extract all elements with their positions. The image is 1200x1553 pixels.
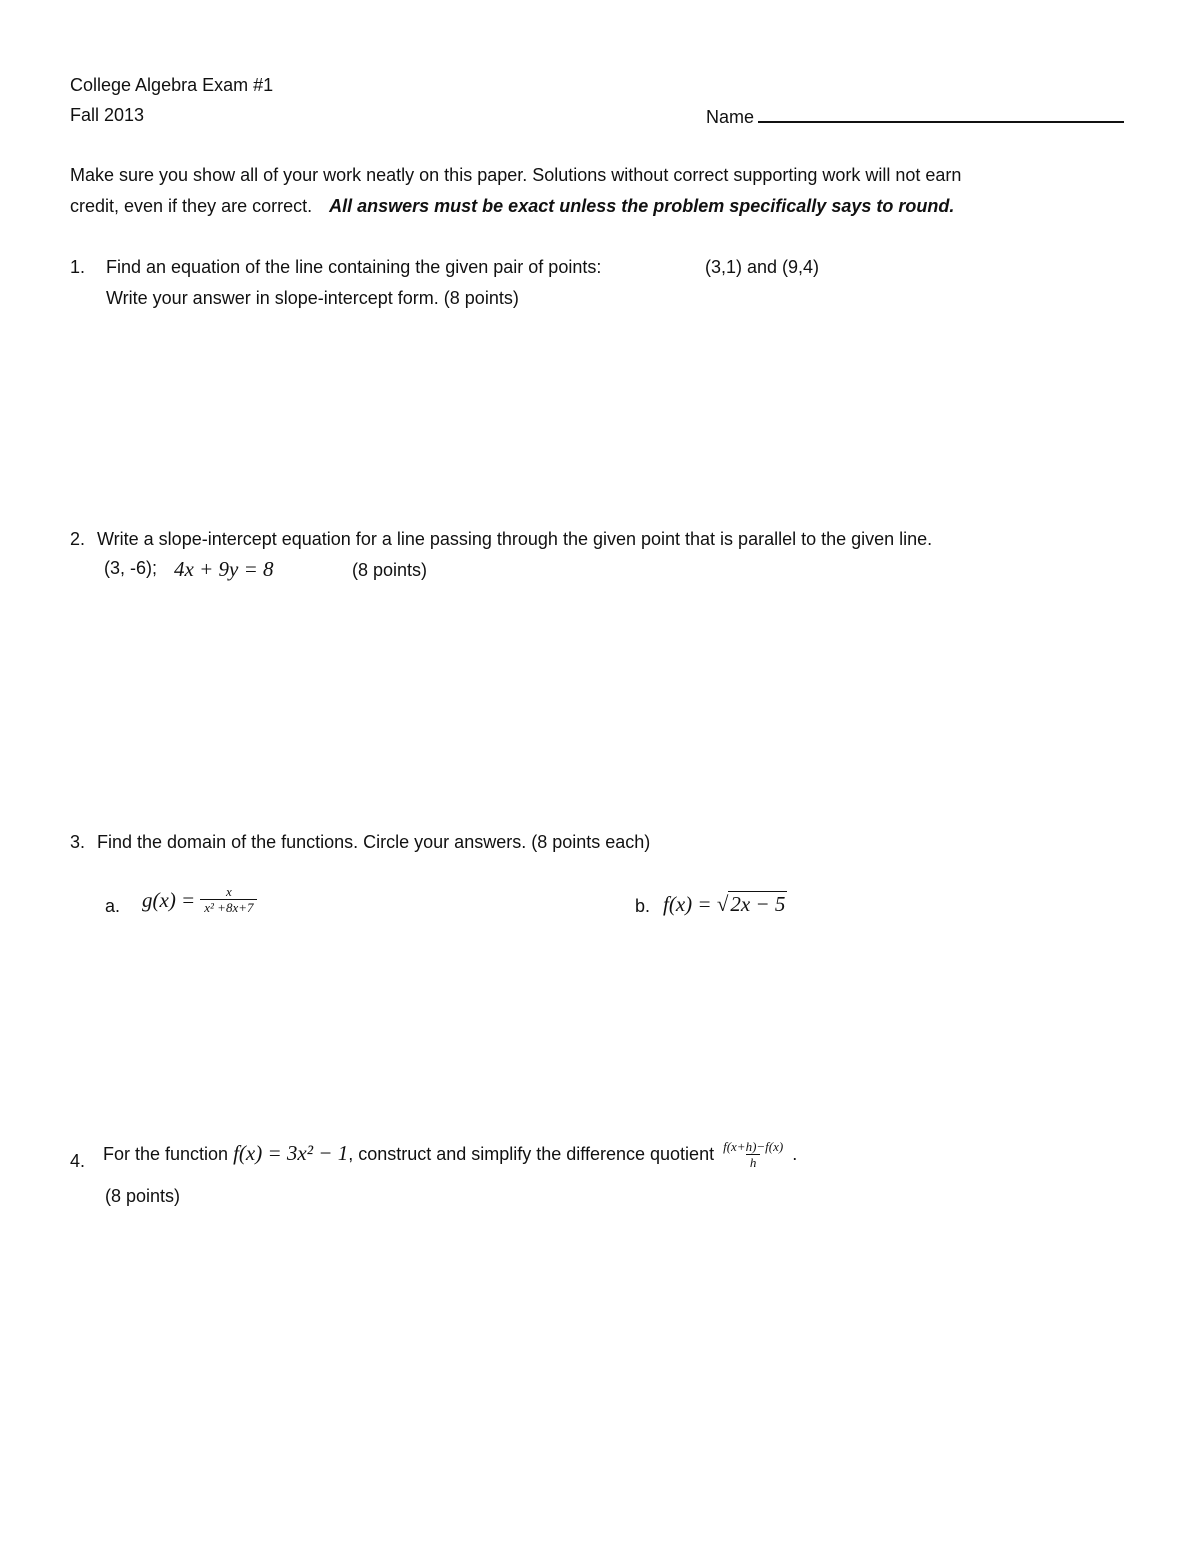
q3a-label: a. [105,896,121,916]
name-label: Name [706,107,755,127]
q2-text: Write a slope-intercept equation for a line passing through the given point that is parallel to the given line. [97,529,933,549]
q3b-radicand: 2x − 5 [730,892,786,916]
q1-points-given: (3,1) and (9,4) [705,257,820,277]
q3a-lhs: g(x) = [142,887,196,912]
q3a-denominator: x² +8x+7 [200,899,257,915]
q1-text: Find an equation of the line containing the given pair of points: [106,257,602,277]
instructions-line1: Make sure you show all of your work neatly on this paper. Solutions without correct supporting work will not earn [70,165,962,185]
q3-text: Find the domain of the functions. Circle your answers. (8 points each) [97,832,651,852]
q4-function: f(x) = 3x² − 1 [233,1141,349,1166]
q2-point: (3, -6); [104,558,158,578]
q1-number: 1. [70,257,86,277]
q1-line2: Write your answer in slope-intercept form. (8 points) [106,288,519,308]
name-blank[interactable] [758,105,1124,123]
q2-number: 2. [70,529,86,549]
name-field[interactable] [706,105,1124,128]
instructions-plain: credit, even if they are correct. [70,196,313,216]
q3a-expression [142,885,257,916]
q2-points: (8 points) [352,560,428,580]
q4-difference-quotient [719,1140,787,1171]
q4-points: (8 points) [105,1186,181,1206]
q3-number: 3. [70,832,86,852]
course-title: College Algebra Exam #1 [70,75,274,95]
q4-number: 4. [70,1151,86,1171]
q4-text1: For the function [103,1144,229,1165]
q4-text2: , construct and simplify the difference quotient [348,1144,715,1165]
q4-end: . [792,1144,798,1165]
q3a-fraction [200,885,257,916]
q3b-expression [663,892,787,917]
q3b-lhs: f(x) = √ [663,892,729,916]
q3b-label: b. [635,896,651,916]
q4-dq-denominator: h [746,1154,761,1170]
instructions-emphasis: All answers must be exact unless the problem specifically says to round. [329,196,955,216]
q4-dq-numerator: f(x+h)−f(x) [723,1139,784,1154]
instructions-line2 [70,196,954,217]
q2-equation: 4x + 9y = 8 [174,557,274,581]
q3a-numerator: x [225,884,232,899]
term: Fall 2013 [70,105,145,125]
q4-line1 [103,1140,797,1171]
